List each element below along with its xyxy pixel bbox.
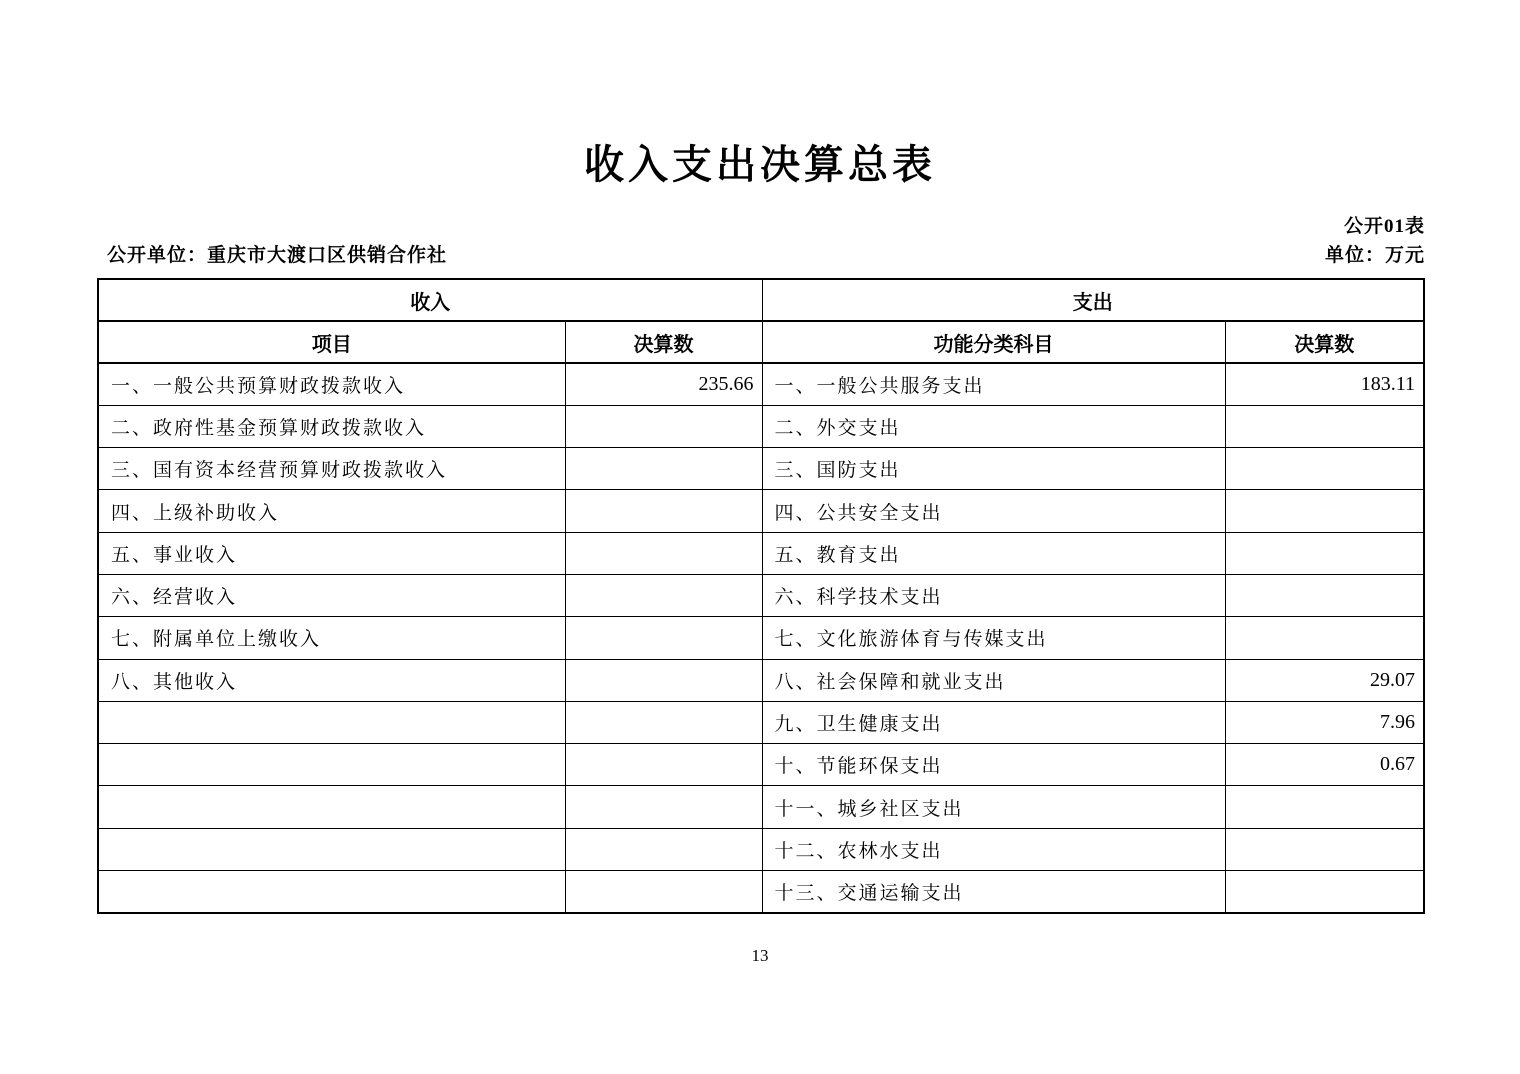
expense-item-cell: 十、节能环保支出	[762, 744, 1225, 786]
table-row	[98, 786, 1424, 828]
expense-value-cell: 7.96	[1225, 701, 1424, 743]
expense-value-cell: 29.07	[1225, 659, 1424, 701]
table-row	[98, 490, 1424, 532]
expense-item-cell: 四、公共安全支出	[762, 490, 1225, 532]
table-row	[98, 871, 1424, 913]
expense-item-cell: 十三、交通运输支出	[762, 871, 1225, 913]
col-header-income-amount: 决算数	[565, 321, 762, 363]
income-item-cell	[98, 744, 565, 786]
income-item-cell: 四、上级补助收入	[98, 490, 565, 532]
income-item-cell: 三、国有资本经营预算财政拨款收入	[98, 448, 565, 490]
unit-label: 单位：万元	[1324, 245, 1425, 266]
expense-item-cell: 三、国防支出	[762, 448, 1225, 490]
page-number: 13	[751, 946, 769, 965]
expense-item-cell: 一、一般公共服务支出	[762, 363, 1225, 405]
income-item-cell: 七、附属单位上缴收入	[98, 617, 565, 659]
income-value-cell	[565, 490, 762, 532]
expense-group-header: 支出	[762, 279, 1424, 321]
expense-item-cell: 九、卫生健康支出	[762, 701, 1225, 743]
income-value-cell	[565, 744, 762, 786]
expense-item-cell: 十二、农林水支出	[762, 828, 1225, 870]
expense-value-cell	[1225, 448, 1424, 490]
income-item-cell	[98, 828, 565, 870]
col-header-expense-amount: 决算数	[1225, 321, 1424, 363]
income-item-cell: 二、政府性基金预算财政拨款收入	[98, 405, 565, 447]
expense-value-cell	[1225, 786, 1424, 828]
expense-value-cell	[1225, 617, 1424, 659]
expense-value-cell	[1225, 405, 1424, 447]
table-row	[98, 363, 1424, 405]
table-row	[98, 828, 1424, 870]
expense-value-cell	[1225, 490, 1424, 532]
income-value-cell	[565, 871, 762, 913]
table-row	[98, 574, 1424, 616]
expense-item-cell: 六、科学技术支出	[762, 574, 1225, 616]
income-value-cell: 235.66	[565, 363, 762, 405]
table-row	[98, 532, 1424, 574]
income-item-cell	[98, 786, 565, 828]
income-value-cell	[565, 532, 762, 574]
income-value-cell	[565, 786, 762, 828]
expense-value-cell: 183.11	[1225, 363, 1424, 405]
table-row	[98, 617, 1424, 659]
table-row	[98, 405, 1424, 447]
income-value-cell	[565, 574, 762, 616]
group-header-row	[98, 279, 1424, 321]
table-row	[98, 659, 1424, 701]
income-group-header: 收入	[98, 279, 762, 321]
expense-item-cell: 二、外交支出	[762, 405, 1225, 447]
income-item-cell	[98, 871, 565, 913]
table-number-label: 公开01表	[1343, 216, 1425, 237]
income-item-cell: 八、其他收入	[98, 659, 565, 701]
income-item-cell: 六、经营收入	[98, 574, 565, 616]
income-value-cell	[565, 448, 762, 490]
meta-line	[107, 244, 1425, 268]
column-header-row	[98, 321, 1424, 363]
col-header-income-item: 项目	[98, 321, 565, 363]
expense-item-cell: 七、文化旅游体育与传媒支出	[762, 617, 1225, 659]
income-value-cell	[565, 659, 762, 701]
page-title: 收入支出决算总表	[584, 143, 936, 187]
budget-summary-table	[97, 278, 1425, 914]
expense-item-cell: 十一、城乡社区支出	[762, 786, 1225, 828]
income-value-cell	[565, 617, 762, 659]
expense-value-cell	[1225, 871, 1424, 913]
table-row	[98, 701, 1424, 743]
publishing-unit-label: 公开单位：重庆市大渡口区供销合作社	[107, 245, 448, 266]
expense-item-cell: 八、社会保障和就业支出	[762, 659, 1225, 701]
expense-item-cell: 五、教育支出	[762, 532, 1225, 574]
expense-value-cell: 0.67	[1225, 744, 1424, 786]
table-row	[98, 744, 1424, 786]
income-value-cell	[565, 828, 762, 870]
income-item-cell	[98, 701, 565, 743]
expense-value-cell	[1225, 828, 1424, 870]
col-header-expense-category: 功能分类科目	[762, 321, 1225, 363]
income-value-cell	[565, 701, 762, 743]
table-row	[98, 448, 1424, 490]
income-item-cell: 五、事业收入	[98, 532, 565, 574]
expense-value-cell	[1225, 574, 1424, 616]
income-item-cell: 一、一般公共预算财政拨款收入	[98, 363, 565, 405]
income-value-cell	[565, 405, 762, 447]
expense-value-cell	[1225, 532, 1424, 574]
